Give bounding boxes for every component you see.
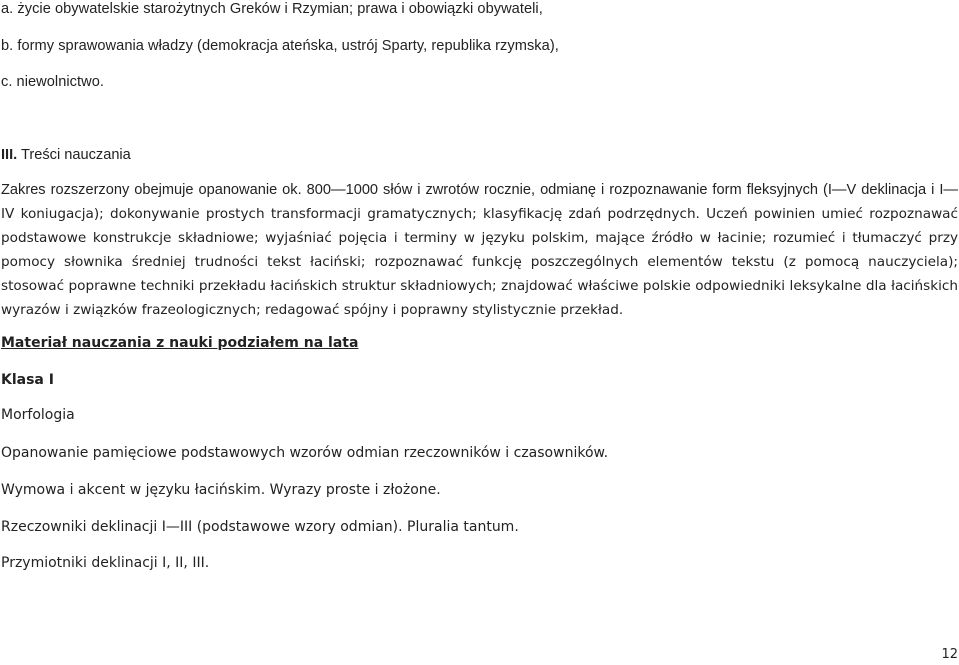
content-line: Rzeczowniki deklinacji I—III (podstawowe wzory odmian). Pluralia tantum. (1, 519, 519, 535)
list-item-c: c. niewolnictwo. (1, 74, 104, 90)
class-heading: Klasa I (1, 372, 54, 388)
page-number: 12 (941, 647, 958, 662)
material-heading: Materiał nauczania z nauki podziałem na lata (1, 335, 359, 351)
list-item-a: a. życie obywatelskie starożytnych Greków i Rzymian; prawa i obowiązki obywateli, (1, 1, 543, 17)
scope-paragraph-rest: IV koniugacja); dokonywanie prostych transformacji gramatycznych; klasyfikację zdań podrzędnych. Uczeń powinien umieć rozpoznawać podstawowe konstrukcje składniowe; wyjaśniać pojęcia i terminy w języku polskim, mające źródło w łacinie; rozumieć i tłumaczyć przy pomocy słownika średniej trudności tekst łaciński; rozpoznawać funkcję poszczególnych elementów tekstu (z pomocą nauczyciela); stosować poprawne techniki przekładu łacińskich struktur składniowych; znajdować właściwe polskie odpowiedniki leksykalne dla łacińskich wyrazów i związków frazeologicznych; redagować spójny i poprawny stylistycznie przekład. (1, 206, 958, 318)
content-line: Przymiotniki deklinacji I, II, III. (1, 555, 210, 571)
subject-heading: Morfologia (1, 407, 75, 423)
section-number: III. (1, 147, 18, 163)
section-heading (1, 146, 131, 164)
scope-paragraph-lead: Zakres rozszerzony obejmuje opanowanie ok. 800—1000 słów i zwrotów rocznie, odmianę i rozpoznawanie form fleksyjnych (I—V deklinacja i I— (1, 182, 958, 198)
content-line: Opanowanie pamięciowe podstawowych wzorów odmian rzeczowników i czasowników. (1, 445, 609, 461)
list-item-b: b. formy sprawowania władzy (demokracja ateńska, ustrój Sparty, republika rzymska), (1, 38, 559, 54)
scope-paragraph (1, 178, 958, 322)
section-title: Treści nauczania (21, 147, 131, 163)
content-line: Wymowa i akcent w języku łacińskim. Wyrazy proste i złożone. (1, 482, 441, 498)
